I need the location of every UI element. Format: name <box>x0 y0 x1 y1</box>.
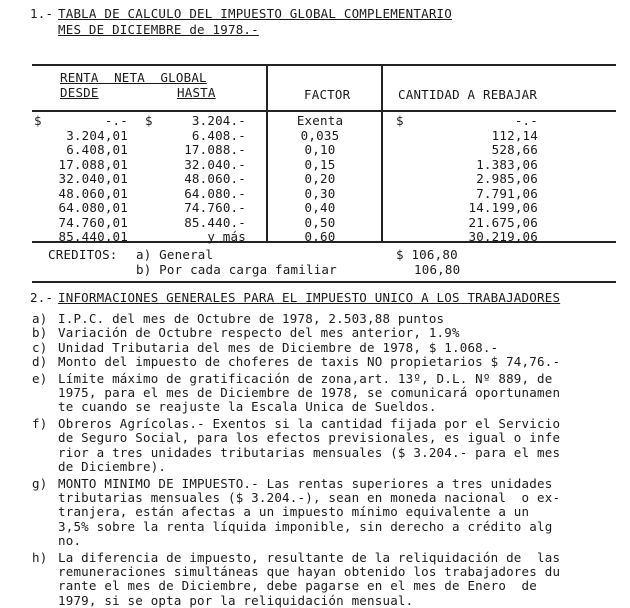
cell-cantidad: 1.383,06 <box>476 156 538 172</box>
cell-desde: 48.060,01 <box>58 185 128 201</box>
list-item-line: Unidad Tributaria del mes de Diciembre de 1978, $ 1.068.- <box>58 339 499 355</box>
creditos-carga-familiar-value: 106,80 <box>414 262 461 277</box>
list-item-letter: f) <box>32 416 48 432</box>
table-top-border <box>32 64 616 66</box>
list-item-line: Límite máximo de gratificación de zona,art. 13º, D.L. Nº 889, de <box>58 370 553 386</box>
cell-cantidad: 528,66 <box>491 142 538 157</box>
list-item-line: La diferencia de impuesto, resultante de la reliquidación de las <box>58 549 561 565</box>
cell-hasta: 6.408.- <box>191 127 246 143</box>
list-item-line: MONTO MINIMO DE IMPUESTO.- Las rentas superiores a tres unidades <box>58 475 553 491</box>
list-item-line: no. <box>58 533 82 548</box>
cell-hasta: 3.204.- <box>191 113 246 128</box>
section-1-title: TABLA DE CALCULO DEL IMPUESTO GLOBAL COMPLEMENTARIO <box>58 6 453 21</box>
list-item-line: de Diciembre). <box>58 459 167 474</box>
cell-factor: 0,60 <box>304 229 336 244</box>
cell-factor: 0,20 <box>304 171 336 186</box>
cell-factor: Exenta <box>296 113 344 128</box>
header-hasta: HASTA <box>177 85 216 100</box>
list-item-line: Monto del impuesto de choferes de taxis NO propietarios $ 74,76.- <box>58 353 561 369</box>
list-item-line: 1979, si se opta por la reliquidación mensual. <box>58 592 414 608</box>
table-header-divider <box>32 110 616 112</box>
list-item-line: 3,5% sobre la renta líquida imponible, sin derecho a crédito alg <box>58 518 553 534</box>
cell-desde: 85.440,01 <box>58 229 128 244</box>
list-item-line: 1975, para el mes de Diciembre de 1978, se comunicará oportunamen <box>58 385 561 400</box>
section-1-subtitle: MES DE DICIEMBRE de 1978.- <box>58 22 259 37</box>
list-item-letter: h) <box>32 549 48 565</box>
list-item-line: Obreros Agrícolas.- Exentos si la cantidad fijada por el Servicio <box>58 416 561 432</box>
cell-hasta: 74.760.- <box>184 200 246 215</box>
cell-desde: 6.408,01 <box>66 142 128 157</box>
cell-cantidad: 112,14 <box>491 127 538 143</box>
cell-cantidad: 2.985,06 <box>476 171 538 186</box>
cell-factor: 0,40 <box>304 200 336 215</box>
table-col-divider-1 <box>266 64 268 242</box>
cell-cantidad: 21.675,06 <box>468 214 538 230</box>
header-cantidad-a-rebajar: CANTIDAD A REBAJAR <box>398 87 538 102</box>
cell-hasta: 17.088.- <box>184 142 246 157</box>
list-item-line: I.P.C. del mes de Octubre de 1978, 2.503,88 puntos <box>58 311 445 326</box>
cell-desde: 17.088,01 <box>58 156 128 172</box>
section-2-number: 2.- <box>30 290 54 305</box>
list-item-letter: a) <box>32 311 48 326</box>
cell-hasta: y más <box>207 229 246 244</box>
list-item-letter: e) <box>32 370 48 386</box>
section-1-number: 1.- <box>30 6 54 21</box>
cell-desde: 3.204,01 <box>66 127 128 143</box>
table-bottom-border <box>32 281 616 283</box>
cell-desde: 64.080,01 <box>58 200 128 215</box>
cell-hasta: 32.040.- <box>184 156 246 172</box>
cell-desde: 74.760,01 <box>58 214 128 230</box>
cell-hasta: 85.440.- <box>184 214 246 230</box>
creditos-general-value: $ 106,80 <box>396 247 458 262</box>
creditos-label: CREDITOS: <box>48 247 118 262</box>
cell-desde: -.- <box>104 113 128 128</box>
cell-hasta: 48.060.- <box>184 171 246 186</box>
list-item-letter: c) <box>32 339 48 355</box>
creditos-general: a) General <box>136 247 214 262</box>
cell-factor: 0,50 <box>304 214 336 230</box>
list-item-line: rante el mes de Diciembre, debe pagarse en el mes de Enero de <box>58 578 537 594</box>
cell-cantidad: -.- <box>514 113 538 128</box>
cell-cantidad: 30.219,06 <box>468 229 538 244</box>
cell-hasta: 64.080.- <box>184 185 246 201</box>
cell-desde-currency: $ <box>34 113 42 128</box>
list-item-line: de Seguro Social, para los efectos previsionales, es igual o infe <box>58 430 561 446</box>
header-desde: DESDE <box>60 85 99 100</box>
list-item-letter: d) <box>32 353 48 369</box>
cell-factor: 0,30 <box>304 185 336 201</box>
cell-cantidad-currency: $ <box>396 113 404 128</box>
list-item-line: Variación de Octubre respecto del mes anterior, 1.9% <box>58 325 460 341</box>
cell-factor: 0,15 <box>304 156 336 172</box>
list-item-line: tributarias mensuales ($ 3.204.-), sean en moneda nacional o ex- <box>58 490 561 506</box>
cell-factor: 0,10 <box>304 142 336 157</box>
list-item-letter: g) <box>32 475 48 491</box>
section-2-title: INFORMACIONES GENERALES PARA EL IMPUESTO UNICO A LOS TRABAJADORES <box>58 290 561 305</box>
cell-desde: 32.040,01 <box>58 171 128 186</box>
list-item-line: remuneraciones simultáneas que hayan obtenido los trabajadores du <box>58 564 561 580</box>
header-renta-neta-global: RENTA NETA GLOBAL <box>60 70 207 85</box>
list-item-line: tranjera, están afectas a un impuesto mínimo equivalente a un <box>58 504 530 520</box>
list-item-letter: b) <box>32 325 48 341</box>
cell-cantidad: 14.199,06 <box>468 200 538 215</box>
header-factor: FACTOR <box>304 87 351 102</box>
creditos-carga-familiar: b) Por cada carga familiar <box>136 262 337 277</box>
list-item-line: rior a tres unidades tributarias mensuales ($ 3.204.- para el mes <box>58 444 561 460</box>
list-item-line: te cuando se reajuste la Escala Unica de Sueldos. <box>58 399 437 415</box>
table-col-divider-2 <box>381 64 383 242</box>
cell-cantidad: 7.791,06 <box>476 185 538 201</box>
cell-factor: 0,035 <box>300 127 340 143</box>
cell-hasta-currency: $ <box>145 113 153 128</box>
